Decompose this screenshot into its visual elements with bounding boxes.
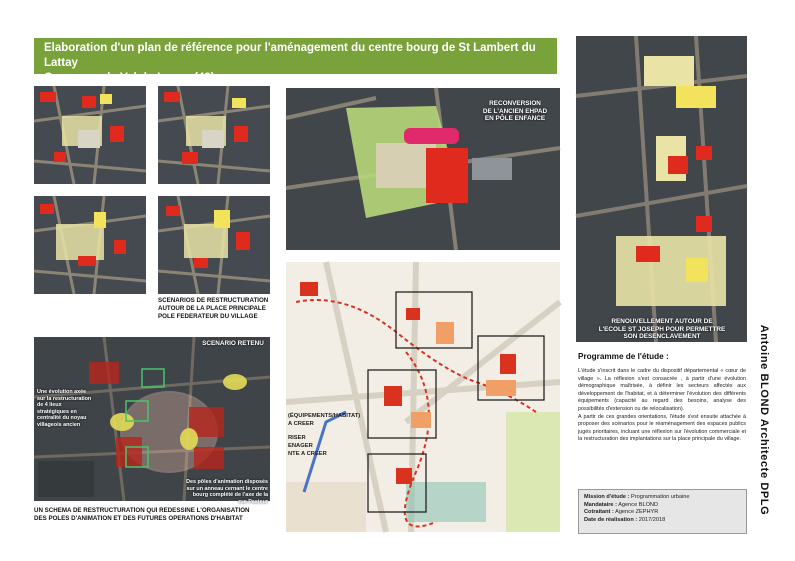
schema-caption: UN SCHEMA DE RESTRUCTURATION QUI REDESSINE L'ORGANISATION DES POLES D'ANIMATION ET DES FUTURES OPERATIONS D'HABITAT (34, 507, 250, 522)
title-line-1: Elaboration d'un plan de référence pour l'aménagement du centre bourg de St Lambert du Lattay (44, 42, 536, 69)
schema-scenario-retenu (34, 337, 270, 505)
title-banner (34, 38, 557, 84)
programme-text (578, 368, 746, 444)
date-row: Date de réalisation : 2017/2018 (584, 516, 666, 523)
programme-paragraph-2: A partir de ces grandes orientations, l'étude s'est ensuite attachée à proposer des scénarios pour le réaménagement des espaces publics jugés prioritaires, incluant une réflexion sur l'évolution commerciale et la restructuration des implantations sur la place principale du village. (578, 413, 746, 443)
scenario-thumbnail-2 (158, 86, 270, 184)
architect-signature: Antoine BLOND Architecte DPLG (758, 324, 770, 516)
scenario-thumbnail-1 (34, 86, 146, 184)
master-plan (286, 262, 560, 532)
mission-row: Mission d'étude : Programmation urbaine (584, 494, 690, 500)
title-line-2: Commune de Val du Layon (49) (44, 72, 215, 84)
ecole-caption: RENOUVELLEMENT AUTOUR DE L'ECOLE ST JOSEPH POUR PERMETTRE SON DESENCLAVEMENT (598, 318, 726, 340)
scenario-retenu-label: SCENARIO RETENU (202, 340, 264, 347)
schema-note-bottom: Des pôles d'animation disposés sur un anneau cernant le centre bourg complété de l'axe de la rue Pasteur (186, 479, 268, 505)
ecole-aerial-view (576, 36, 747, 342)
ehpad-aerial-view (286, 88, 560, 250)
programme-paragraph-1: L'étude s'inscrit dans le cadre du dispositif départemental « cœur de village ». La réflexion s'est consacrée , à partir d'une évolution démographique maîtrisée, à définir les secteurs affectés aux développement de l'habitat, et à déterminer l'évolution des différents équipements (capacité au regard des besoins, analyse des possibilités d'extension ou de relocalisation). (578, 368, 746, 412)
scenario-thumbnail-3 (34, 196, 146, 294)
plan-legend-fragments: (ÉQUIPEMENTS/HABITAT) A CREER RISER ENAGER NTE A CREER (288, 413, 361, 457)
scenarios-caption: SCENARIOS DE RESTRUCTURATION AUTOUR DE LA PLACE PRINCIPALE POLE FEDERATEUR DU VILLAGE (158, 297, 269, 320)
cotraitant-row: Cotraitant : Agence ZEPHYR (584, 509, 659, 515)
mandataire-row: Mandataire : Agence BLOND (584, 501, 659, 508)
mission-info-box (578, 489, 747, 534)
scenario-thumbnail-4 (158, 196, 270, 294)
programme-title: Programme de l'étude : (578, 352, 669, 361)
schema-note-left: Une évolution axée sur la restructuration de 4 lieux stratégiques en centralité du noyau villageois ancien (37, 389, 92, 428)
ehpad-caption: RECONVERSION DE L'ANCIEN EHPAD EN PÔLE ENFANCE (482, 100, 548, 122)
